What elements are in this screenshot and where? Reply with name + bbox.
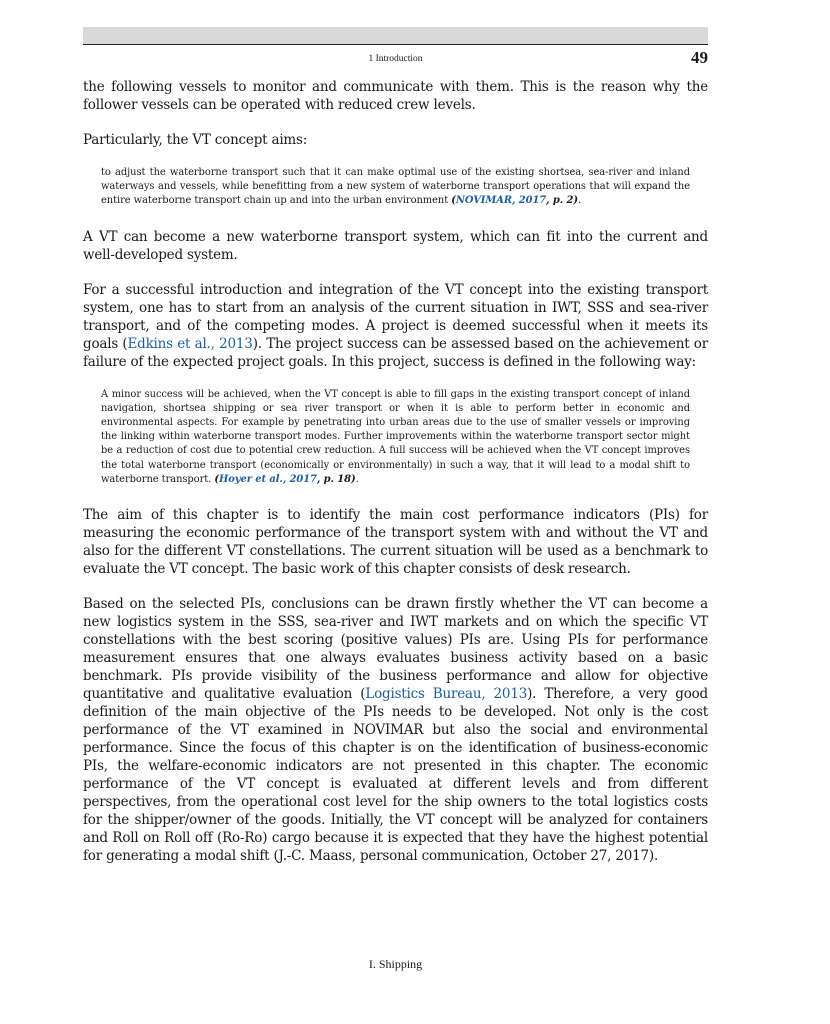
logistics-bureau-citation-link[interactable]: Logistics Bureau, 2013 — [365, 686, 528, 703]
novimar-citation-link[interactable]: NOVIMAR, 2017 — [455, 195, 547, 207]
block-quote-2: A minor success will be achieved, when the VT concept is able to fill gaps in the existing transport concept of inland navigation, shortsea shipping or sea river transport or when it is able to perform better in economic and environmental aspects. For example by penetrating into urban areas due to the use of smaller vessels or improving the linking within waterborne transport modes. Further improvements within the waterborne transport sector might be a reduction of cost due to potential crew reduction. A full success will be achieved when the VT concept improves the total waterborne transport (economically or environmentally) in such a way, that it will lead to a modal shift to waterborne transport. (Hoyer et al., 2017, p. 18). — [101, 388, 690, 485]
edkins-citation-link[interactable]: Edkins et al., 2013 — [127, 335, 253, 352]
header-bar — [83, 27, 708, 45]
paragraph-3: A VT can become a new waterborne transport system, which can fit into the current and well-developed system. — [83, 228, 708, 263]
running-head — [83, 48, 708, 72]
paragraph-5: The aim of this chapter is to identify the main cost performance indicators (PIs) for measuring the economic performance of the transport system with and without the VT and also for the different VT constellations. The current situation will be used as a benchmark to evaluate the VT concept. The basic work of this chapter consists of desk research. — [83, 507, 708, 578]
page-body — [83, 78, 708, 882]
quote-1-citation: (NOVIMAR, 2017, p. 2) — [451, 195, 578, 207]
quote-1-text: to adjust the waterborne transport such that it can make optimal use of the existing shortsea, sea-river and inland waterways and vessels, while benefitting from a new system of waterborne transport operations that will expand the entire waterborne transport chain up and into the urban environment — [101, 167, 690, 207]
quote-2-text: A minor success will be achieved, when the VT concept is able to fill gaps in the existing transport concept of inland navigation, shortsea shipping or sea river transport or when it is able to perform better in economic and environmental aspects. For example by penetrating into urban areas due to the use of smaller vessels or improving the linking within waterborne transport modes. Further improvements within the waterborne transport sector might be a reduction of cost due to potential crew reduction. A full success will be achieved when the VT concept improves the total waterborne transport (economically or environmentally) in such a way, that it will lead to a modal shift to waterborne transport. — [101, 388, 690, 485]
footer-section-title: I. Shipping — [368, 957, 423, 971]
paragraph-2: Particularly, the VT concept aims: — [83, 132, 308, 148]
paragraph-6: Based on the selected PIs, conclusions can be drawn firstly whether the VT can become a new logistics system in the SSS, sea-river and IWT markets and on which the specific VT constellations with the best scoring (positive values) PIs are. Using PIs for performance measurement ensures that one always evaluates business activity based on a basic benchmark. PIs provide visibility of the business performance and allow for objective quantitative and qualitative evaluation (Logistics Bureau, 2013). Therefore, a very good definition of the main objective of the PIs needs to be developed. Not only is the cost performance of the VT examined in NOVIMAR but also the social and environmental performance. Since the focus of this chapter is on the identification of business-economic PIs, the welfare-economic indicators are not presented in this chapter. The economic performance of the VT concept is evaluated at different levels and from different perspectives, from the operational cost level for the ship owners to the total logistics costs for the shipper/owner of the goods. Initially, the VT concept will be analyzed for containers and Roll on Roll off (Ro-Ro) cargo because it is expected that they have the highest potential for generating a modal shift (J.-C. Maass, personal communication, October 27, 2017). — [83, 596, 708, 865]
block-quote-1: to adjust the waterborne transport such that it can make optimal use of the existing shortsea, sea-river and inland waterways and vessels, while benefitting from a new system of waterborne transport operations that will expand the entire waterborne transport chain up and into the urban environment (NOVIMAR, 2017, p. 2). — [101, 167, 690, 207]
page-number: 49 — [691, 48, 708, 67]
chapter-title: 1 Introduction — [368, 54, 423, 64]
paragraph-4: For a successful introduction and integration of the VT concept into the existing transport system, one has to start from an analysis of the current situation in IWT, SSS and sea-river transport, and of the competing modes. A project is deemed successful when it meets its goals (Edkins et al., 2013). The project success can be assessed based on the achievement or failure of the expected project goals. In this project, success is defined in the following way: — [83, 281, 708, 370]
paragraph-1: the following vessels to monitor and communicate with them. This is the reason why the follower vessels can be operated with reduced crew levels. — [83, 79, 708, 113]
quote-2-citation: (Hoyer et al., 2017, p. 18) — [214, 473, 356, 485]
hoyer-citation-link[interactable]: Hoyer et al., 2017 — [218, 473, 317, 485]
